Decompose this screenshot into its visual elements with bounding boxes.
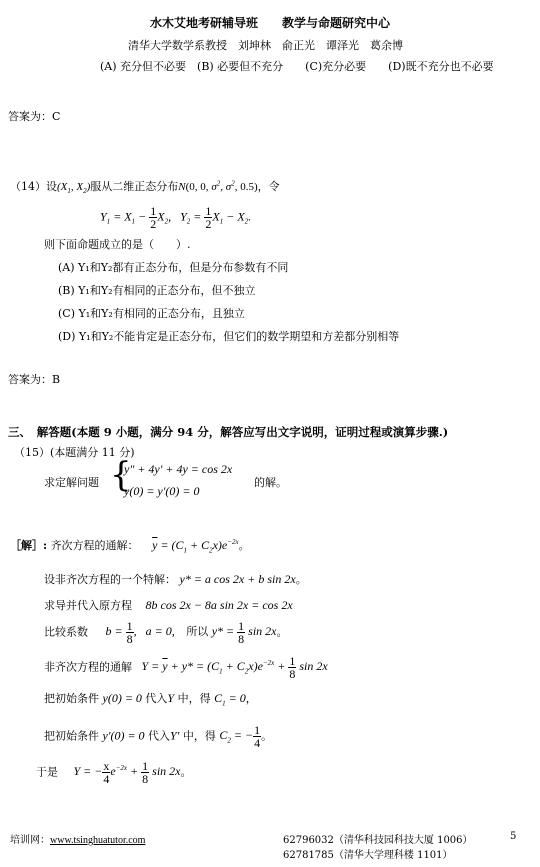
q14-distribution: N [178,181,186,193]
solution-step-2: 设非齐次方程的一个特解： y* = a cos 2x + b sin 2x。 [44,572,307,586]
q14-stem-c: ，令 [257,180,280,193]
solution-step-7: 把初始条件 y′(0) = 0 代入Y′ 中，得 $C_2$ = − $\frac{1}{4}$ 。 [44,723,273,750]
final-solution: Y = − $\frac{x}{4}$ $e^{-2x}$ + $\frac{1}{8}$ sin 2x [73,759,181,786]
q15-header: （15）(本题满分 11 分) [14,446,135,459]
q14-stem-a: （14）设 [10,180,57,193]
coefficient-values: b = $\frac{1}{8}$ , a = 0, [105,619,175,646]
general-solution: $Y = \overline{y} + y* = (C_1 + C_2x)e^{-2x}$ + $\frac{1}{8}$ sin 2x [141,654,328,681]
solution-step-5: 非齐次方程的通解 $Y = \overline{y} + y* = (C_1 + C_2x)e^{-2x}$ + $\frac{1}{8}$ sin 2x [44,654,328,681]
solution-step-4: 比较系数 b = $\frac{1}{8}$ , a = 0, 所以 y* = $\frac{1}{8}$ sin 2x。 [44,619,288,646]
q14-option-b: (B) Y₁和Y₂有相同的正态分布，但不独立 [58,284,256,297]
q14-answer: 答案为：B [8,373,61,386]
q15-tail: 的解。 [254,476,287,489]
solution-label: ［解］: [10,539,48,552]
c1-value: $C_1 = 0$ [214,691,246,708]
homogeneous-solution: $\overline{y} = (C_1 + C_2x)e^{-2x}$ [152,538,239,555]
solution-step-3: 求导并代入原方程 8b cos 2x − 8a sin 2x = cos 2x [44,598,293,612]
q14-stem-b: 服从二维正态分布 [90,180,179,193]
document-title: 水木艾地考研辅导班 教学与命题研究中心 [150,16,391,30]
q14-definitions: $Y_1 = X_1$ − $\frac{1}{2}$ $X_2$, $Y_2$ = $\frac{1}{2}$ $X_1 - X_2$. [100,204,252,231]
particular-form: y* = a cos 2x + b sin 2x [179,572,296,586]
c2-value: $C_2$ = − $\frac{1}{4}$ [219,723,261,750]
q14-stem: （14）设($X_1$, $X_2$)服从二维正态分布N(0, 0, $\sigma^2$, $\sigma^2$, 0.5)，令 [10,179,280,196]
footer-phone-2: 62781785（清华大学理科楼 1101） [283,850,453,861]
q14-vector: ($X_1$, $X_2$) [57,181,91,196]
q15-equation-2: y(0) = y′(0) = 0 [124,484,200,498]
system-brace: { [110,455,132,495]
solution-step-8: 于是 Y = − $\frac{x}{4}$ $e^{-2x}$ + $\frac{1}{8}$ sin 2x。 [36,759,192,786]
page-number: 5 [510,831,517,842]
section-heading: 三、 解答题(本题 9 小题，满分 94 分，解答应写出文字说明，证明过程或演算步骤.) [8,425,449,439]
particular-solution: y* = $\frac{1}{8}$ sin 2x [211,619,277,646]
site-link[interactable]: www.tsinghuatutor.com [50,835,146,846]
q14-option-d: (D) Y₁和Y₂不能肯定是正态分布，但它们的数学期望和方差都分别相等 [58,330,400,343]
footer-phone-1: 62796032（清华科技园科技大厦 1006） [283,835,473,846]
q13-answer: 答案为：C [8,110,61,123]
q15-lead: 求定解问题 [44,476,99,489]
substituted-equation: 8b cos 2x − 8a sin 2x = cos 2x [145,598,293,612]
solution-step-6: 把初始条件 y(0) = 0 代入Y 中，得 $C_1 = 0$， [44,691,257,708]
footer-site: 培训网：www.tsinghuatutor.com [10,835,146,846]
document-authors: 清华大学数学系教授 刘坤林 俞正光 谭泽光 葛余博 [128,39,403,52]
q14-prompt: 则下面命题成立的是（ ）. [44,238,191,251]
q14-option-a: (A) Y₁和Y₂都有正态分布，但是分布参数有不同 [58,261,289,274]
solution-step-1: ［解］: 齐次方程的通解： $\overline{y} = (C_1 + C_2x)e^{-2x}$。 [10,538,250,555]
q15-equation-1: y″ + 4y′ + 4y = cos 2x [124,462,233,476]
q13-options: (A) 充分但不必要 (B) 必要但不充分 (C)充分必要 (D)既不充分也不必要 [100,60,494,73]
q14-option-c: (C) Y₁和Y₂有相同的正态分布，且独立 [58,307,245,320]
